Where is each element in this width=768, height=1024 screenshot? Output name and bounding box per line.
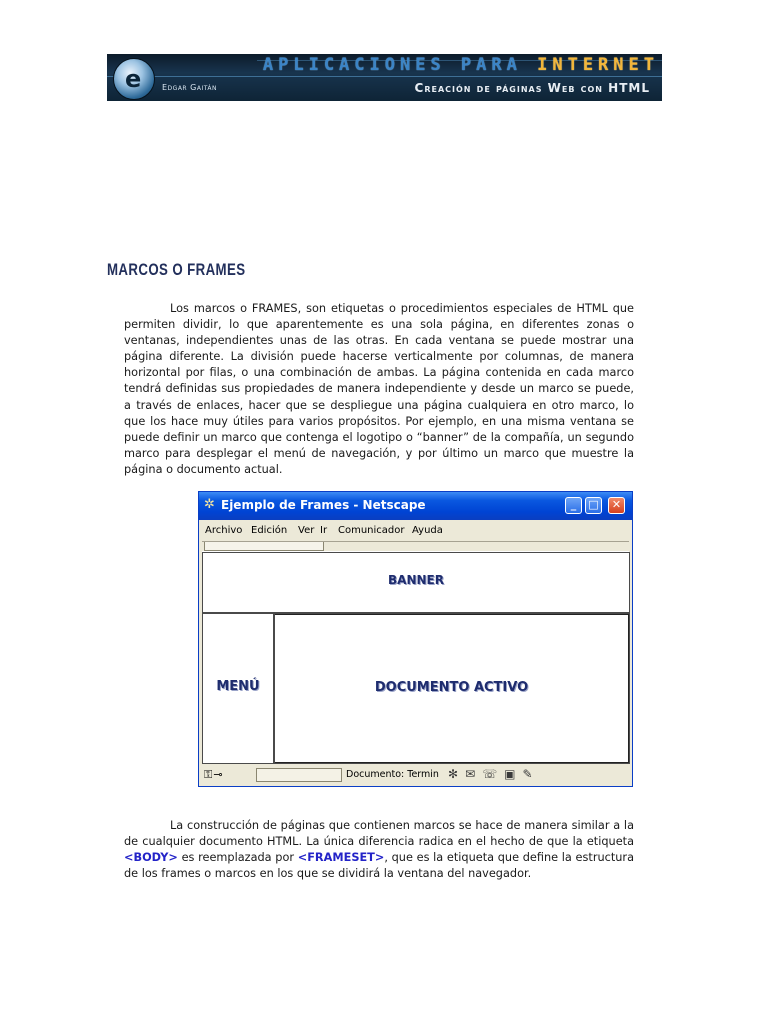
browser-window-illustration	[198, 491, 633, 787]
banner-divider	[107, 76, 662, 77]
browser-titlebar	[199, 492, 632, 520]
menu-item-ver[interactable]: Ver	[298, 525, 315, 536]
netscape-icon: ✲	[204, 497, 215, 512]
banner-title-part1: APLICACIONES PARA	[262, 55, 538, 75]
frameset-tag: <FRAMESET>	[297, 851, 385, 865]
frame-banner-label: BANNER	[388, 573, 444, 587]
logo-letter: e	[125, 65, 142, 93]
maximize-button[interactable]: □	[585, 497, 602, 514]
menu-item-ayuda[interactable]: Ayuda	[412, 525, 443, 536]
logo-icon	[113, 58, 155, 100]
navigator-icon[interactable]: ✻	[448, 767, 466, 781]
banner-title-part2: INTERNET	[537, 55, 659, 75]
frame-menu-label: MENÚ	[216, 679, 260, 694]
close-button[interactable]: ✕	[608, 497, 625, 514]
progress-bar	[256, 768, 342, 782]
menu-item-comunicador[interactable]: Comunicador	[338, 525, 405, 536]
paragraph2-text-c: , que es la etiqueta que define la estructura de los frames o marcos en los que se dividirá la ventana del navegador.	[124, 851, 634, 881]
minimize-button[interactable]: _	[565, 497, 582, 514]
menu-item-edicion[interactable]: Edición	[251, 525, 288, 536]
header-banner	[107, 54, 662, 101]
status-text: Documento: Termin	[346, 769, 439, 780]
frame-menu	[203, 614, 275, 763]
banner-author: Edgar Gaitán	[162, 83, 218, 92]
mail-icon[interactable]: ✉	[465, 767, 483, 781]
intro-paragraph: Los marcos o FRAMES, son etiquetas o procedimientos especiales de HTML que permiten dividir, lo que aparentemente es una sola página, en diferentes zonas o ventanas, independientes unas de las otras. En cada ventana se puede mostrar una página diferente. La división puede hacerse verticalmente por columnas, de manera horizontal por filas, o una combinación de ambas. La página contenida en cada marco tendrá definidas sus propiedades de manera independiente y desde un marco se puede, a través de enlaces, hacer que se despliegue una página cualquiera en otro marco, lo que los hace muy útiles para varios propósitos. Por ejemplo, en una misma ventana se puede definir un marco que contenga el logotipo o “banner” de la compañía, un segundo marco para desplegar el menú de navegación, y por último un marco que muestre la página o documento actual.	[124, 302, 634, 476]
security-lock-icon[interactable]: ⚿	[204, 768, 214, 781]
discussion-icon[interactable]: ☏	[482, 767, 505, 781]
body-tag: <BODY>	[124, 851, 178, 865]
frame-document	[275, 614, 629, 763]
menu-item-archivo[interactable]: Archivo	[205, 525, 243, 536]
frameset-area	[202, 552, 630, 764]
browser-statusbar	[202, 766, 629, 784]
toolbar-tab[interactable]	[204, 542, 324, 551]
composer-icon[interactable]: ▣	[504, 767, 523, 781]
banner-title	[177, 55, 659, 75]
frame-document-label: DOCUMENTO ACTIVO	[374, 680, 529, 695]
frame-banner	[203, 553, 629, 614]
frameset-paragraph	[124, 818, 634, 882]
paragraph2-text-a: La construcción de páginas que contienen marcos se hace de manera similar a la de cualquier documento HTML. La única diferencia radica en el hecho de que la etiqueta	[124, 819, 634, 849]
edit-icon[interactable]: ✎	[522, 767, 540, 781]
paragraph2-text-b: es reemplazada por	[177, 851, 298, 865]
collapsed-toolbar[interactable]	[202, 541, 629, 552]
connection-icon: ⊸	[213, 768, 224, 781]
component-tray	[448, 767, 540, 781]
section-heading: MARCOS O FRAMES	[107, 260, 246, 279]
banner-subtitle: Creación de páginas Web con HTML	[414, 81, 650, 95]
status-icons	[204, 768, 224, 782]
menu-item-ir[interactable]: Ir	[320, 525, 328, 536]
browser-menubar	[202, 521, 629, 541]
browser-title: Ejemplo de Frames - Netscape	[221, 498, 426, 512]
